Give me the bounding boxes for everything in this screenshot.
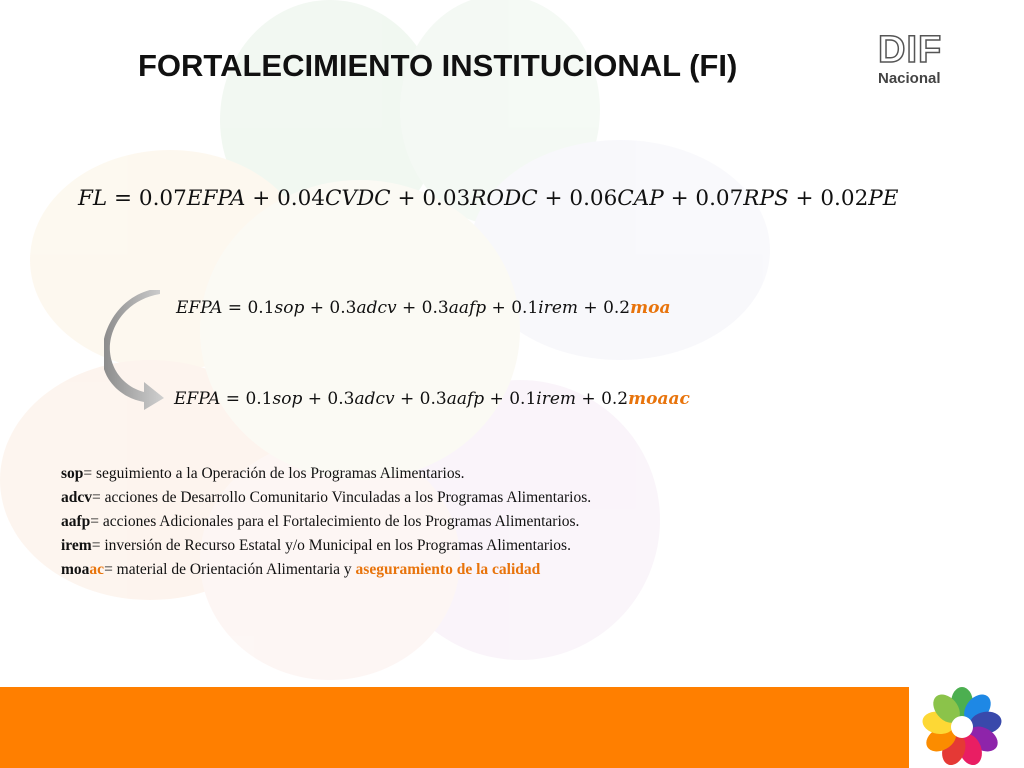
term-label: aafp [61,513,91,530]
term-text-highlight: aseguramiento de la calidad [355,561,541,578]
efpa-formula-original: EFPA = 0.1sop + 0.3adcv + 0.3aafp + 0.1irem + 0.2moa [176,298,671,318]
fl-formula: FL = 0.07EFPA + 0.04CVDC + 0.03RODC + 0.06CAP + 0.07RPS + 0.02PE [78,186,899,211]
term-label: moa [61,561,90,578]
dif-flower-logo-icon [920,686,1004,768]
formula-coefficient: 0.02 [820,186,869,211]
formula-lhs: EFPA [176,298,223,318]
formula-coefficient: 0.1 [245,389,273,409]
term-label: sop [61,465,84,482]
formula-coefficient: 0.1 [511,298,539,318]
formula-lhs: EFPA [174,389,221,409]
definitions-list [61,462,591,582]
formula-variable: CAP [617,186,664,211]
formula-coefficient: 0.07 [138,186,187,211]
formula-coefficient: 0.3 [329,298,357,318]
formula-coefficient: 0.07 [695,186,744,211]
formula-coefficient: 0.1 [247,298,275,318]
formula-coefficient: 0.3 [327,389,355,409]
formula-variable: adcv [356,298,397,318]
formula-coefficient: 0.1 [509,389,537,409]
term-text: = inversión de Recurso Estatal y/o Municipal en los Programas Alimentarios. [91,537,571,554]
term-text: = acciones Adicionales para el Fortalecimiento de los Programas Alimentarios. [90,513,580,530]
term-label: irem [61,537,92,554]
formula-variable: irem [538,298,579,318]
definition-irem [61,534,591,558]
term-text: = acciones de Desarrollo Comunitario Vinculadas a los Programas Alimentarios. [92,489,592,506]
formula-coefficient: 0.04 [277,186,325,211]
term-text: = seguimiento a la Operación de los Programas Alimentarios. [83,465,465,482]
formula-variable: sop [274,298,305,318]
formula-variable: adcv [354,389,395,409]
formula-coefficient: 0.06 [569,186,618,211]
definition-adcv [61,486,591,510]
footer-orange-bar [0,687,909,768]
formula-coefficient: 0.03 [422,186,471,211]
term-label: adcv [61,489,92,506]
page-title: FORTALECIMIENTO INSTITUCIONAL (FI) [138,48,738,83]
formula-variable: moa [630,298,671,318]
formula-coefficient: 0.3 [421,298,449,318]
formula-lhs: FL [78,186,108,211]
formula-coefficient: 0.2 [601,389,629,409]
formula-variable: RODC [470,186,538,211]
term-label-highlight: ac [89,561,105,578]
term-text: = material de Orientación Alimentaria y [104,561,356,578]
formula-variable: RPS [743,186,789,211]
formula-variable: irem [536,389,577,409]
definition-moaac [61,558,591,582]
formula-variable: sop [272,389,303,409]
efpa-formula-updated: EFPA = 0.1sop + 0.3adcv + 0.3aafp + 0.1irem + 0.2moaac [174,389,690,409]
formula-variable: aafp [446,389,485,409]
logo-subtitle: Nacional [878,70,941,87]
logo-letters: DIF [878,29,943,71]
curved-arrow-icon [104,290,170,412]
formula-coefficient: 0.2 [603,298,631,318]
formula-coefficient: 0.3 [419,389,447,409]
formula-variable: CVDC [324,186,391,211]
definition-sop [61,462,591,486]
formula-variable: aafp [448,298,487,318]
formula-variable: PE [868,186,899,211]
formula-variable: moaac [628,389,690,409]
formula-variable: EFPA [186,186,246,211]
definition-aafp [61,510,591,534]
dif-nacional-logo [878,30,958,94]
